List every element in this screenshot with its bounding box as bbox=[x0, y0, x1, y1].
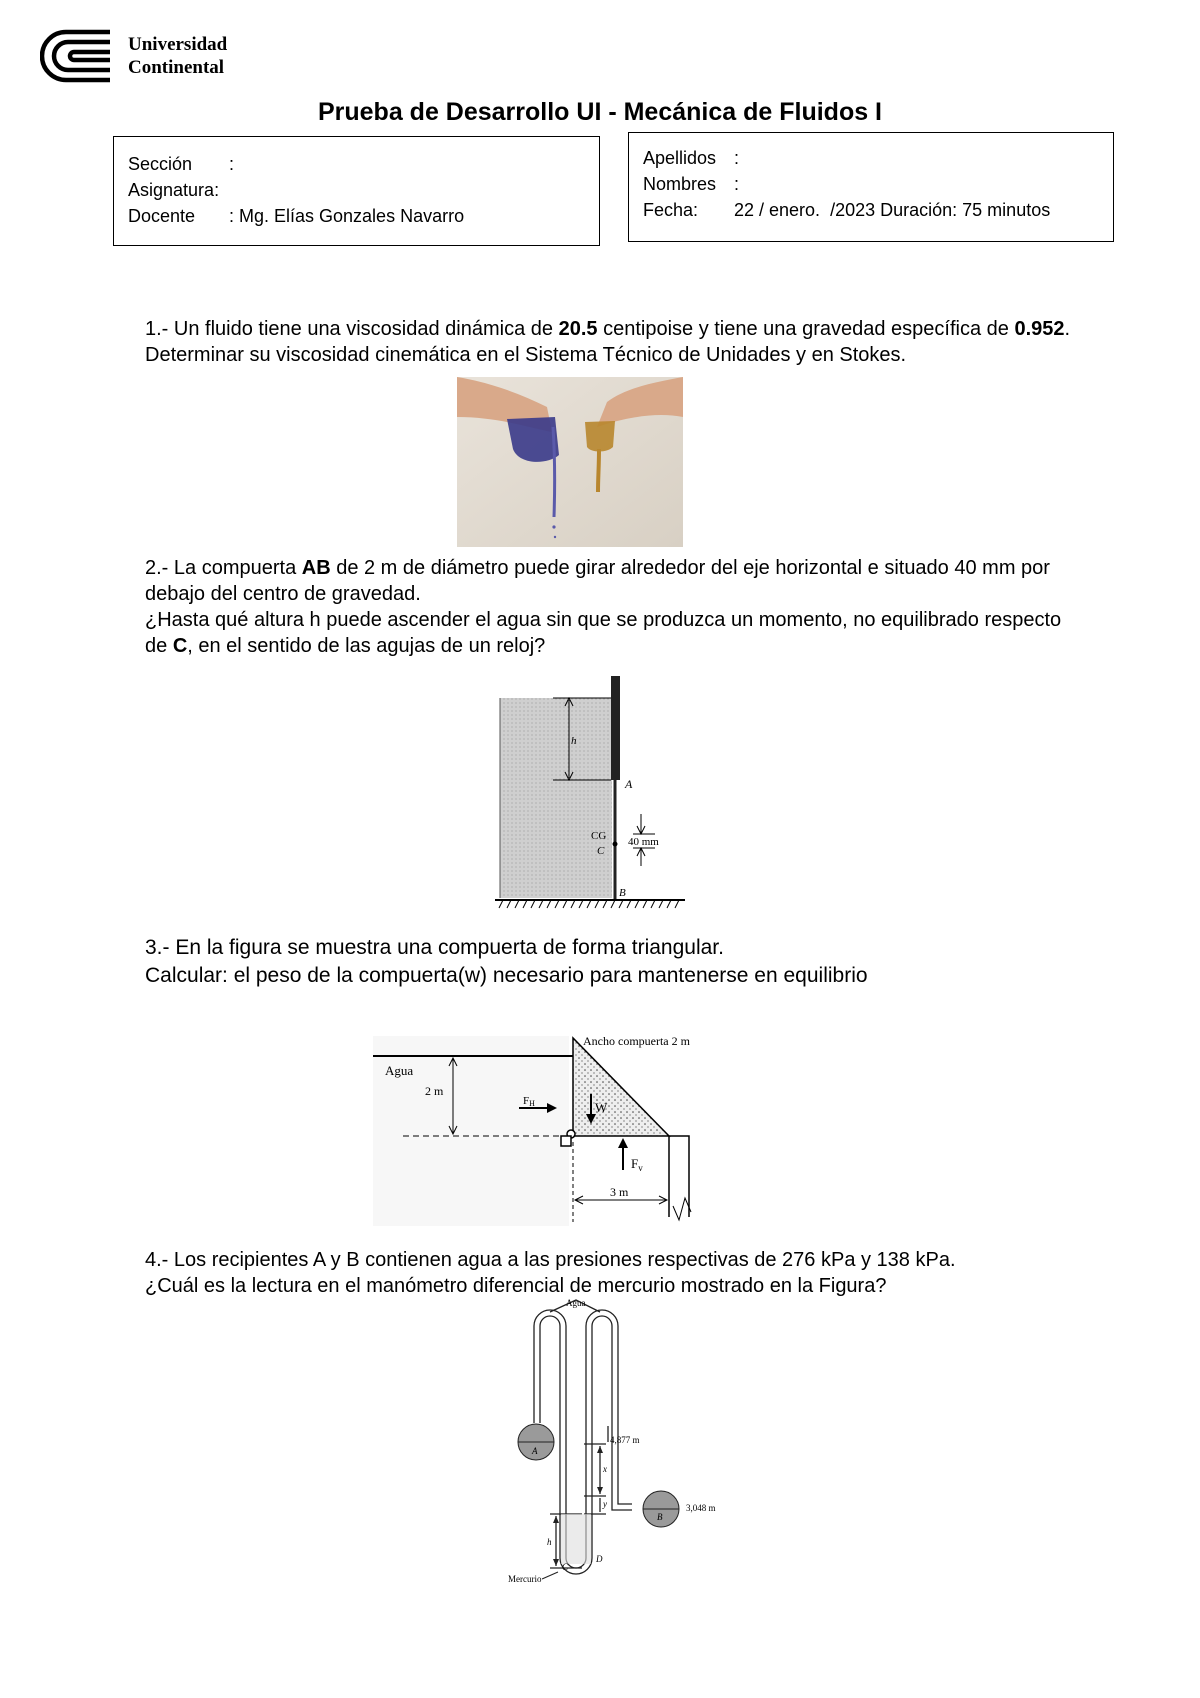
nombres-label: Nombres bbox=[643, 174, 717, 194]
wall-upper bbox=[611, 676, 620, 780]
fig4-y-label: y bbox=[603, 1499, 607, 1509]
q2-gate-label: AB bbox=[301, 557, 331, 579]
question-4 bbox=[145, 1247, 1080, 1299]
figure-triangular-gate bbox=[373, 1032, 733, 1228]
q3-line-2: Calcular: el peso de la compuerta(w) necesario para mantenerse en equilibrio bbox=[145, 964, 868, 987]
fig3-fv-label: $F_v$ bbox=[631, 1156, 643, 1173]
question-3 bbox=[145, 934, 1080, 990]
fig2-c-label: C bbox=[597, 845, 605, 857]
viscosity-photo bbox=[457, 377, 683, 547]
q3-line-1: 3.- En la figura se muestra una compuerta de forma triangular. bbox=[145, 936, 724, 959]
fecha-value: 22 / enero. /2023 bbox=[734, 200, 876, 220]
logo-mark-icon bbox=[42, 32, 110, 80]
q4-line-2: ¿Cuál es la lectura en el manómetro diferencial de mercurio mostrado en la Figura? bbox=[145, 1275, 887, 1297]
fecha-label: Fecha: bbox=[643, 200, 699, 220]
fig4-a-label: A bbox=[532, 1446, 538, 1456]
q2-text-4: , en el sentido de las agujas de un reloj? bbox=[187, 635, 546, 657]
figure-manometer bbox=[500, 1296, 740, 1586]
q2-point-label: C bbox=[172, 635, 188, 657]
fig4-d-label: D bbox=[596, 1554, 603, 1564]
fig4-h-label: h bbox=[547, 1537, 552, 1547]
fig4-b-label: B bbox=[657, 1512, 663, 1522]
honey-beaker-icon bbox=[585, 421, 615, 452]
asignatura-label: Asignatura bbox=[128, 180, 215, 200]
fig4-mercurio-label: Mercurio bbox=[508, 1574, 542, 1584]
seccion-label: Sección bbox=[128, 154, 193, 174]
q1-gravity-value: 0.952 bbox=[1014, 318, 1065, 340]
fig4-4877-label: 4,877 m bbox=[610, 1435, 640, 1445]
logo-text bbox=[128, 33, 227, 79]
water-body bbox=[500, 698, 612, 898]
question-2 bbox=[145, 555, 1080, 659]
fig3-fh-label: FH bbox=[523, 1095, 535, 1108]
logo-line1: Universidad bbox=[128, 34, 228, 55]
header-box-left bbox=[113, 136, 600, 246]
logo-line2: Continental bbox=[128, 57, 225, 78]
fig3-3m-label: 3 m bbox=[610, 1185, 629, 1199]
fig4-c-label: C bbox=[562, 1562, 569, 1572]
figure-gate-ab bbox=[495, 674, 685, 914]
asignatura-sep: : bbox=[214, 180, 220, 200]
page-title: Prueba de Desarrollo UI - Mecánica de Fluidos I bbox=[317, 98, 883, 126]
q1-text-3: . Determinar su viscosidad cinemática en el Sistema Técnico de Unidades y en Stokes. bbox=[145, 318, 1071, 366]
fig2-a-label: A bbox=[625, 777, 633, 791]
q1-text-2: centipoise y tiene una gravedad específica de bbox=[597, 318, 1015, 340]
header-box-right bbox=[628, 132, 1114, 242]
fig2-cg-label: CG bbox=[591, 830, 607, 842]
q4-line-1: 4.- Los recipientes A y B contienen agua a las presiones respectivas de 276 kPa y 138 kPa. bbox=[145, 1249, 956, 1271]
fig4-agua-label: Agua bbox=[566, 1298, 586, 1308]
apellidos-label: Apellidos bbox=[643, 148, 717, 168]
fig4-3048-label: 3,048 m bbox=[686, 1503, 716, 1513]
fig3-2m-label: 2 m bbox=[425, 1084, 444, 1098]
fig2-b-label: B bbox=[619, 887, 626, 899]
fig2-h-label: h bbox=[571, 735, 577, 747]
fv-arrow-icon bbox=[618, 1138, 628, 1148]
triangular-gate bbox=[573, 1038, 669, 1136]
q1-text-1: 1.- Un fluido tiene una viscosidad dinámica de bbox=[145, 318, 559, 340]
question-1 bbox=[145, 316, 1080, 368]
mercury-column bbox=[561, 1514, 591, 1564]
fig3-w-label: W bbox=[595, 1100, 608, 1115]
seccion-sep: : bbox=[229, 154, 235, 174]
q2-text-2: de 2 m de diámetro puede girar alrededor del eje horizontal e situado 40 mm por debajo del centro de gravedad. bbox=[145, 557, 1050, 605]
docente-value: : Mg. Elías Gonzales Navarro bbox=[229, 206, 465, 226]
fig4-x-label: x bbox=[603, 1464, 607, 1474]
fig3-agua-label: Agua bbox=[385, 1063, 414, 1078]
fig3-width-label: Ancho compuerta 2 m bbox=[583, 1034, 690, 1048]
apellidos-sep: : bbox=[734, 148, 740, 168]
nombres-sep: : bbox=[734, 174, 740, 194]
docente-label: Docente bbox=[128, 206, 196, 226]
duracion-value: Duración: 75 minutos bbox=[880, 200, 1051, 220]
q2-text-3: ¿Hasta qué altura h puede ascender el agua sin que se produzca un momento, no equilibrado respecto de bbox=[145, 609, 1062, 657]
q1-viscosity-value: 20.5 bbox=[558, 318, 598, 340]
fig2-40mm-label: 40 mm bbox=[628, 836, 659, 848]
q2-text-1: 2.- La compuerta bbox=[145, 557, 302, 579]
